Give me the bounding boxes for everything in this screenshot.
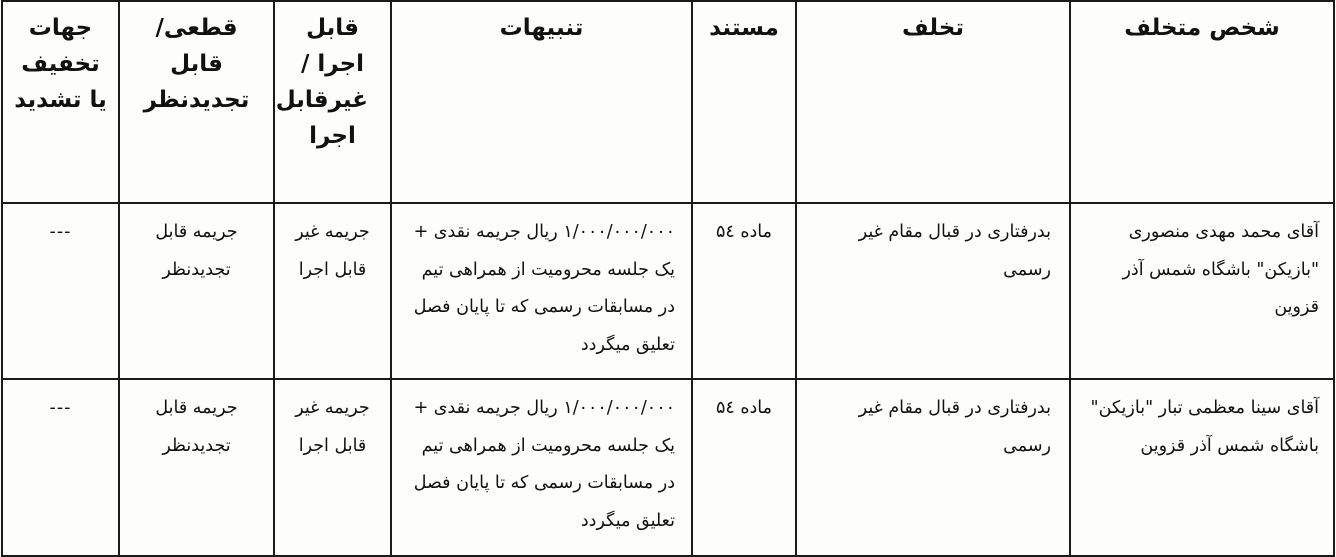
cell-basis: ماده ۵٤ (692, 203, 796, 379)
cell-violation: بدرفتاری در قبال مقام غیر رسمی (796, 379, 1070, 556)
table-header-row (2, 1, 1334, 203)
header-violation: تخلف (796, 1, 1070, 203)
cell-aggravation: --- (2, 379, 119, 556)
cell-penalties: ۱/۰۰۰/۰۰۰/۰۰۰ ریال جریمه نقدی + یک جلسه محرومیت از همراهی تیم در مسابقات رسمی که تا پایان فصل تعلیق میگردد (391, 379, 692, 556)
penalty-table (1, 0, 1335, 557)
cell-finality: جریمه قابل تجدیدنظر (119, 379, 274, 556)
header-penalties: تنبیهات (391, 1, 692, 203)
header-enforceable: قابل اجرا /غیرقابل اجرا (274, 1, 391, 203)
header-person: شخص متخلف (1070, 1, 1334, 203)
table-row (2, 203, 1334, 379)
header-finality: قطعی/قابل تجدیدنظر (119, 1, 274, 203)
table-row (2, 379, 1334, 556)
cell-aggravation: --- (2, 203, 119, 379)
cell-person: آقای محمد مهدی منصوری "بازیکن" باشگاه شمس آذر قزوین (1070, 203, 1334, 379)
header-basis: مستند (692, 1, 796, 203)
cell-enforceable: جریمه غیر قابل اجرا (274, 379, 391, 556)
header-aggravation: جهات تخفیف یا تشدید (2, 1, 119, 203)
cell-finality: جریمه قابل تجدیدنظر (119, 203, 274, 379)
cell-basis: ماده ۵٤ (692, 379, 796, 556)
cell-enforceable: جریمه غیر قابل اجرا (274, 203, 391, 379)
cell-violation: بدرفتاری در قبال مقام غیر رسمی (796, 203, 1070, 379)
cell-penalties: ۱/۰۰۰/۰۰۰/۰۰۰ ریال جریمه نقدی + یک جلسه محرومیت از همراهی تیم در مسابقات رسمی که تا پایان فصل تعلیق میگردد (391, 203, 692, 379)
cell-person: آقای سینا معظمی تبار "بازیکن" باشگاه شمس آذر قزوین (1070, 379, 1334, 556)
